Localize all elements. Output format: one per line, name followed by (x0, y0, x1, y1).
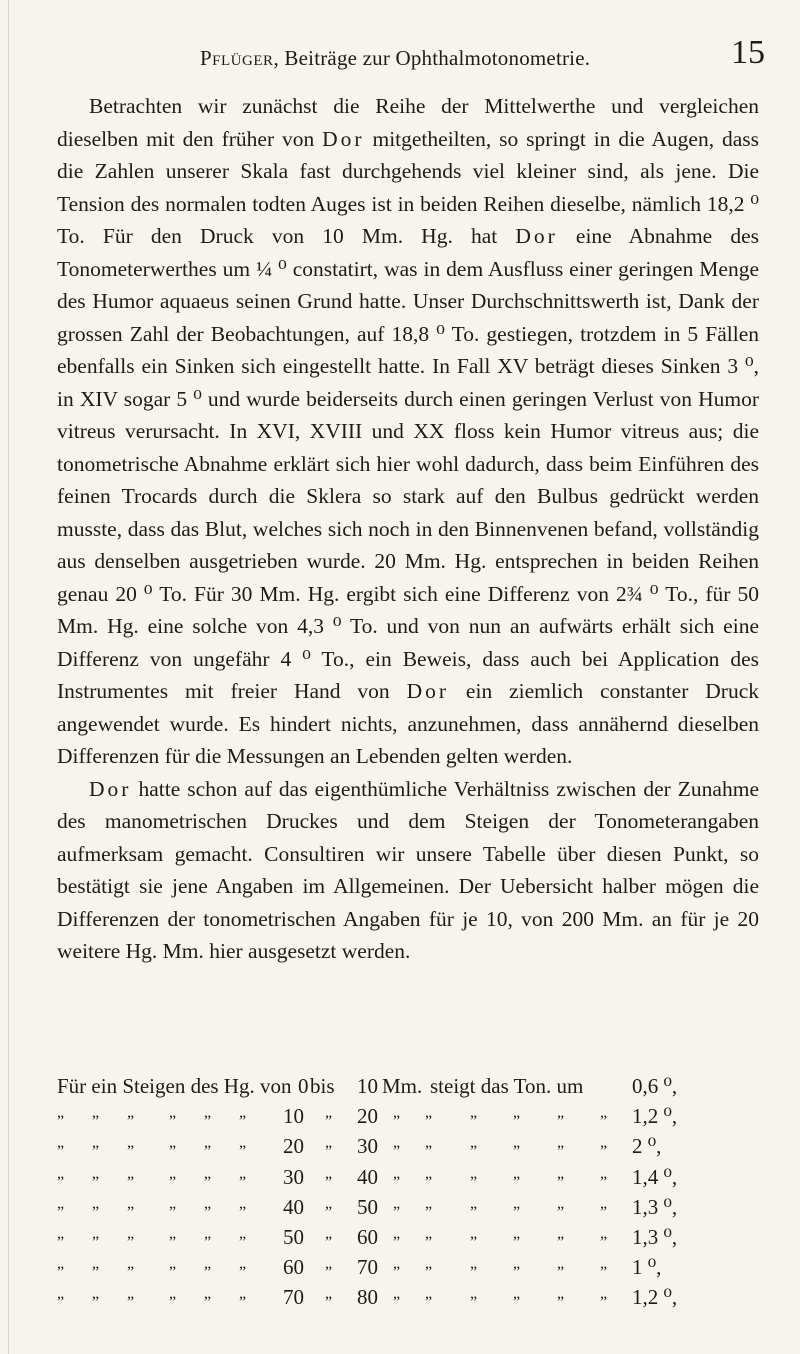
ditto-mark: „ (325, 1194, 334, 1212)
spaced-name: Dor (515, 224, 558, 248)
table-row (57, 1225, 759, 1255)
table-row (57, 1255, 759, 1285)
ditto-mark: „ (513, 1255, 522, 1273)
text-run: eine Abnahme des Tonometerwerthes um ¼ ⁰ constatirt, was in dem Ausfluss einer geringen Menge des Humor aquaeus seinen Grund hatte. Unser Durchschnittswerth ist, Dank der grossen Zahl der Beobachtungen, auf 18,8 ⁰ To. gestiegen, trotzdem in 5 Fällen ebenfalls ein Sinken sich eingestellt hatte. In Fall XV beträgt dieses Sinken 3 ⁰, in XIV sogar 5 ⁰ und wurde beiderseits durch einen geringen Verlust von Humor vitreus verursacht. In XVI, XVIII und XX floss kein Humor vitreus aus; die tonometrische Abnahme erklärt sich hier wohl dadurch, dass beim Einführen des feinen Trocards durch die Sklera so stark auf den Bulbus gedrückt werden musste, dass das Blut, welches sich noch in den Binnenvenen befand, vollständig aus denselben ausgetrieben wurde. 20 Mm. Hg. entsprechen in beiden Reihen genau 20 ⁰ To. Für 30 Mm. Hg. ergibt sich eine Differenz von 2¾ ⁰ To., für 50 Mm. Hg. eine solche von 4,3 ⁰ To. und von nun an aufwärts erhält sich eine Differenz von ungefähr 4 ⁰ To., ein Beweis, dass auch bei Application des Instrumentes mit freier Hand von (57, 224, 760, 703)
body-text (57, 90, 759, 968)
ditto-mark: „ (393, 1225, 402, 1242)
ditto-mark: „ (169, 1194, 178, 1212)
page-number: 15 (731, 34, 765, 71)
ditto-mark: „ (169, 1134, 178, 1152)
ditto-mark: „ (204, 1225, 213, 1242)
ditto-mark: „ (92, 1194, 101, 1212)
ditto-mark: „ (204, 1104, 213, 1122)
ditto-mark: „ (204, 1164, 213, 1182)
range-from: 40 (283, 1194, 304, 1219)
ditto-mark: „ (557, 1285, 566, 1303)
ditto-mark: „ (92, 1255, 101, 1273)
ditto-mark: „ (393, 1134, 402, 1152)
ditto-mark: „ (325, 1164, 334, 1182)
ditto-mark: „ (425, 1255, 434, 1273)
ditto-mark: „ (470, 1285, 479, 1303)
running-title (200, 46, 590, 71)
header-author: Pflüger (200, 46, 274, 70)
row-prefix: Für ein Steigen des Hg. von (57, 1074, 292, 1098)
ditto-mark: „ (425, 1104, 434, 1122)
ditto-mark: „ (393, 1285, 402, 1303)
range-from: 60 (283, 1255, 304, 1280)
ditto-mark: „ (513, 1194, 522, 1212)
paragraph (57, 90, 759, 773)
ditto-mark: „ (92, 1285, 101, 1303)
ditto-mark: „ (470, 1255, 479, 1273)
ditto-mark: „ (513, 1134, 522, 1152)
ditto-mark: „ (127, 1255, 136, 1273)
range-from: 50 (283, 1225, 304, 1249)
ditto-mark: „ (57, 1134, 66, 1152)
ditto-mark: „ (204, 1285, 213, 1303)
ditto-mark: „ (57, 1255, 66, 1273)
ditto-mark: „ (239, 1255, 248, 1273)
table-row (57, 1195, 759, 1225)
spaced-name: Dor (406, 679, 450, 703)
ditto-mark: „ (393, 1194, 402, 1212)
table-row (57, 1134, 759, 1164)
ditto-mark: „ (204, 1255, 213, 1273)
ditto-mark: „ (169, 1104, 178, 1122)
diff-value: 1,2 ⁰, (632, 1285, 678, 1310)
ditto-mark: „ (600, 1194, 609, 1212)
ditto-mark: „ (325, 1255, 334, 1273)
text-run: ein ziemlich constanter Druck angewendet wurde. Es hindert nichts, anzunehmen, dass annähernd dieselben Differenzen für die Messungen an Lebenden gelten werden. (57, 679, 759, 768)
diff-value: 1,4 ⁰, (632, 1164, 678, 1189)
range-from: 10 (283, 1104, 304, 1129)
text-run: mitgetheilten, so springt in die Augen, dass die Zahlen unserer Skala fast durchgehends viel kleiner sind, als jene. Die Tension des normalen todten Auges ist in beiden Reihen dieselbe, nämlich 18,2 ⁰ To. Für den Druck von 10 Mm. Hg. hat (57, 126, 759, 248)
ditto-mark: „ (127, 1194, 136, 1212)
table-row (57, 1104, 759, 1134)
ditto-mark: „ (57, 1285, 66, 1303)
spaced-name: Dor (89, 776, 132, 801)
diff-value: 1,3 ⁰, (632, 1194, 678, 1219)
ditto-mark: „ (470, 1104, 479, 1122)
ditto-mark: „ (393, 1255, 402, 1273)
ditto-mark: „ (127, 1225, 136, 1242)
ditto-mark: „ (92, 1134, 101, 1152)
ditto-mark: „ (425, 1225, 434, 1242)
ditto-mark: „ (325, 1225, 334, 1242)
text-run: Betrachten wir zunächst die Reihe der Mittelwerthe und vergleichen dieselben mit den früher von (57, 94, 759, 151)
range-from: 30 (283, 1164, 304, 1189)
ditto-mark: „ (557, 1225, 566, 1242)
ditto-mark: „ (92, 1164, 101, 1182)
table-row (57, 1074, 759, 1104)
diff-value: 0,6 ⁰, (632, 1074, 678, 1098)
range-to: 50 (357, 1194, 378, 1219)
ditto-mark: „ (425, 1164, 434, 1182)
range-to: 10 (357, 1074, 378, 1098)
diff-value: 1,3 ⁰, (632, 1225, 678, 1249)
range-to: 20 (357, 1104, 378, 1129)
table-row (57, 1285, 759, 1315)
range-to: 70 (357, 1255, 378, 1280)
ditto-mark: „ (513, 1225, 522, 1242)
ditto-mark: „ (600, 1285, 609, 1303)
range-bis: bis (310, 1074, 335, 1098)
ditto-mark: „ (557, 1164, 566, 1182)
page-edge-line (8, 0, 9, 1354)
ditto-mark: „ (393, 1164, 402, 1182)
ditto-mark: „ (513, 1164, 522, 1182)
ditto-mark: „ (513, 1104, 522, 1122)
ditto-mark: „ (204, 1194, 213, 1212)
ditto-mark: „ (425, 1134, 434, 1152)
range-from: 70 (283, 1285, 304, 1310)
range-to: 30 (357, 1134, 378, 1159)
paragraph (57, 773, 759, 968)
header-title: , Beiträge zur Ophthalmotonometrie. (273, 46, 591, 70)
ditto-mark: „ (393, 1104, 402, 1122)
diff-value: 1 ⁰, (632, 1255, 662, 1280)
range-unit: Mm. (382, 1074, 423, 1098)
ditto-mark: „ (425, 1194, 434, 1212)
ditto-mark: „ (239, 1104, 248, 1122)
ditto-mark: „ (557, 1134, 566, 1152)
range-from: 20 (283, 1134, 304, 1159)
ditto-mark: „ (470, 1194, 479, 1212)
ditto-mark: „ (92, 1104, 101, 1122)
range-from: 0 (298, 1074, 309, 1098)
ditto-mark: „ (204, 1134, 213, 1152)
ditto-mark: „ (425, 1285, 434, 1303)
ditto-mark: „ (600, 1255, 609, 1273)
table-row (57, 1165, 759, 1195)
ditto-mark: „ (513, 1285, 522, 1303)
ditto-mark: „ (600, 1104, 609, 1122)
ditto-mark: „ (127, 1134, 136, 1152)
ditto-mark: „ (557, 1104, 566, 1122)
ditto-mark: „ (325, 1134, 334, 1152)
range-to: 80 (357, 1285, 378, 1310)
ditto-mark: „ (470, 1164, 479, 1182)
ditto-mark: „ (239, 1285, 248, 1303)
ditto-mark: „ (600, 1134, 609, 1152)
ditto-mark: „ (557, 1194, 566, 1212)
ditto-mark: „ (239, 1134, 248, 1152)
ditto-mark: „ (169, 1285, 178, 1303)
ditto-mark: „ (57, 1194, 66, 1212)
diff-value: 2 ⁰, (632, 1134, 662, 1159)
ditto-mark: „ (600, 1225, 609, 1242)
ditto-mark: „ (169, 1255, 178, 1273)
ditto-mark: „ (470, 1225, 479, 1242)
range-to: 40 (357, 1164, 378, 1189)
ditto-mark: „ (325, 1104, 334, 1122)
range-to: 60 (357, 1225, 378, 1249)
ditto-mark: „ (600, 1164, 609, 1182)
ditto-mark: „ (239, 1164, 248, 1182)
ditto-mark: „ (57, 1104, 66, 1122)
ditto-mark: „ (169, 1225, 178, 1242)
row-suffix: steigt das Ton. um (430, 1074, 584, 1098)
ditto-mark: „ (557, 1255, 566, 1273)
ditto-mark: „ (92, 1225, 101, 1242)
ditto-mark: „ (169, 1164, 178, 1182)
ditto-mark: „ (239, 1194, 248, 1212)
ditto-mark: „ (57, 1164, 66, 1182)
ditto-mark: „ (470, 1134, 479, 1152)
diff-value: 1,2 ⁰, (632, 1104, 678, 1129)
text-run: hatte schon auf das eigenthümliche Verhältniss zwischen der Zunahme des manometrischen Druckes und dem Steigen der Tonometerangaben aufmerksam gemacht. Consultiren wir unsere Tabelle über diesen Punkt, so bestätigt sie jene Angaben im Allgemeinen. Der Uebersicht halber mögen die Differenzen der tonometrischen Angaben für je 10, von 200 Mm. an für je 20 weitere Hg. Mm. hier ausgesetzt werden. (57, 776, 759, 963)
ditto-mark: „ (127, 1285, 136, 1303)
ditto-mark: „ (127, 1104, 136, 1122)
ditto-mark: „ (57, 1225, 66, 1242)
spaced-name: Dor (322, 126, 365, 151)
ditto-mark: „ (325, 1285, 334, 1303)
ditto-mark: „ (239, 1225, 248, 1242)
running-header (200, 28, 765, 80)
ditto-mark: „ (127, 1164, 136, 1182)
